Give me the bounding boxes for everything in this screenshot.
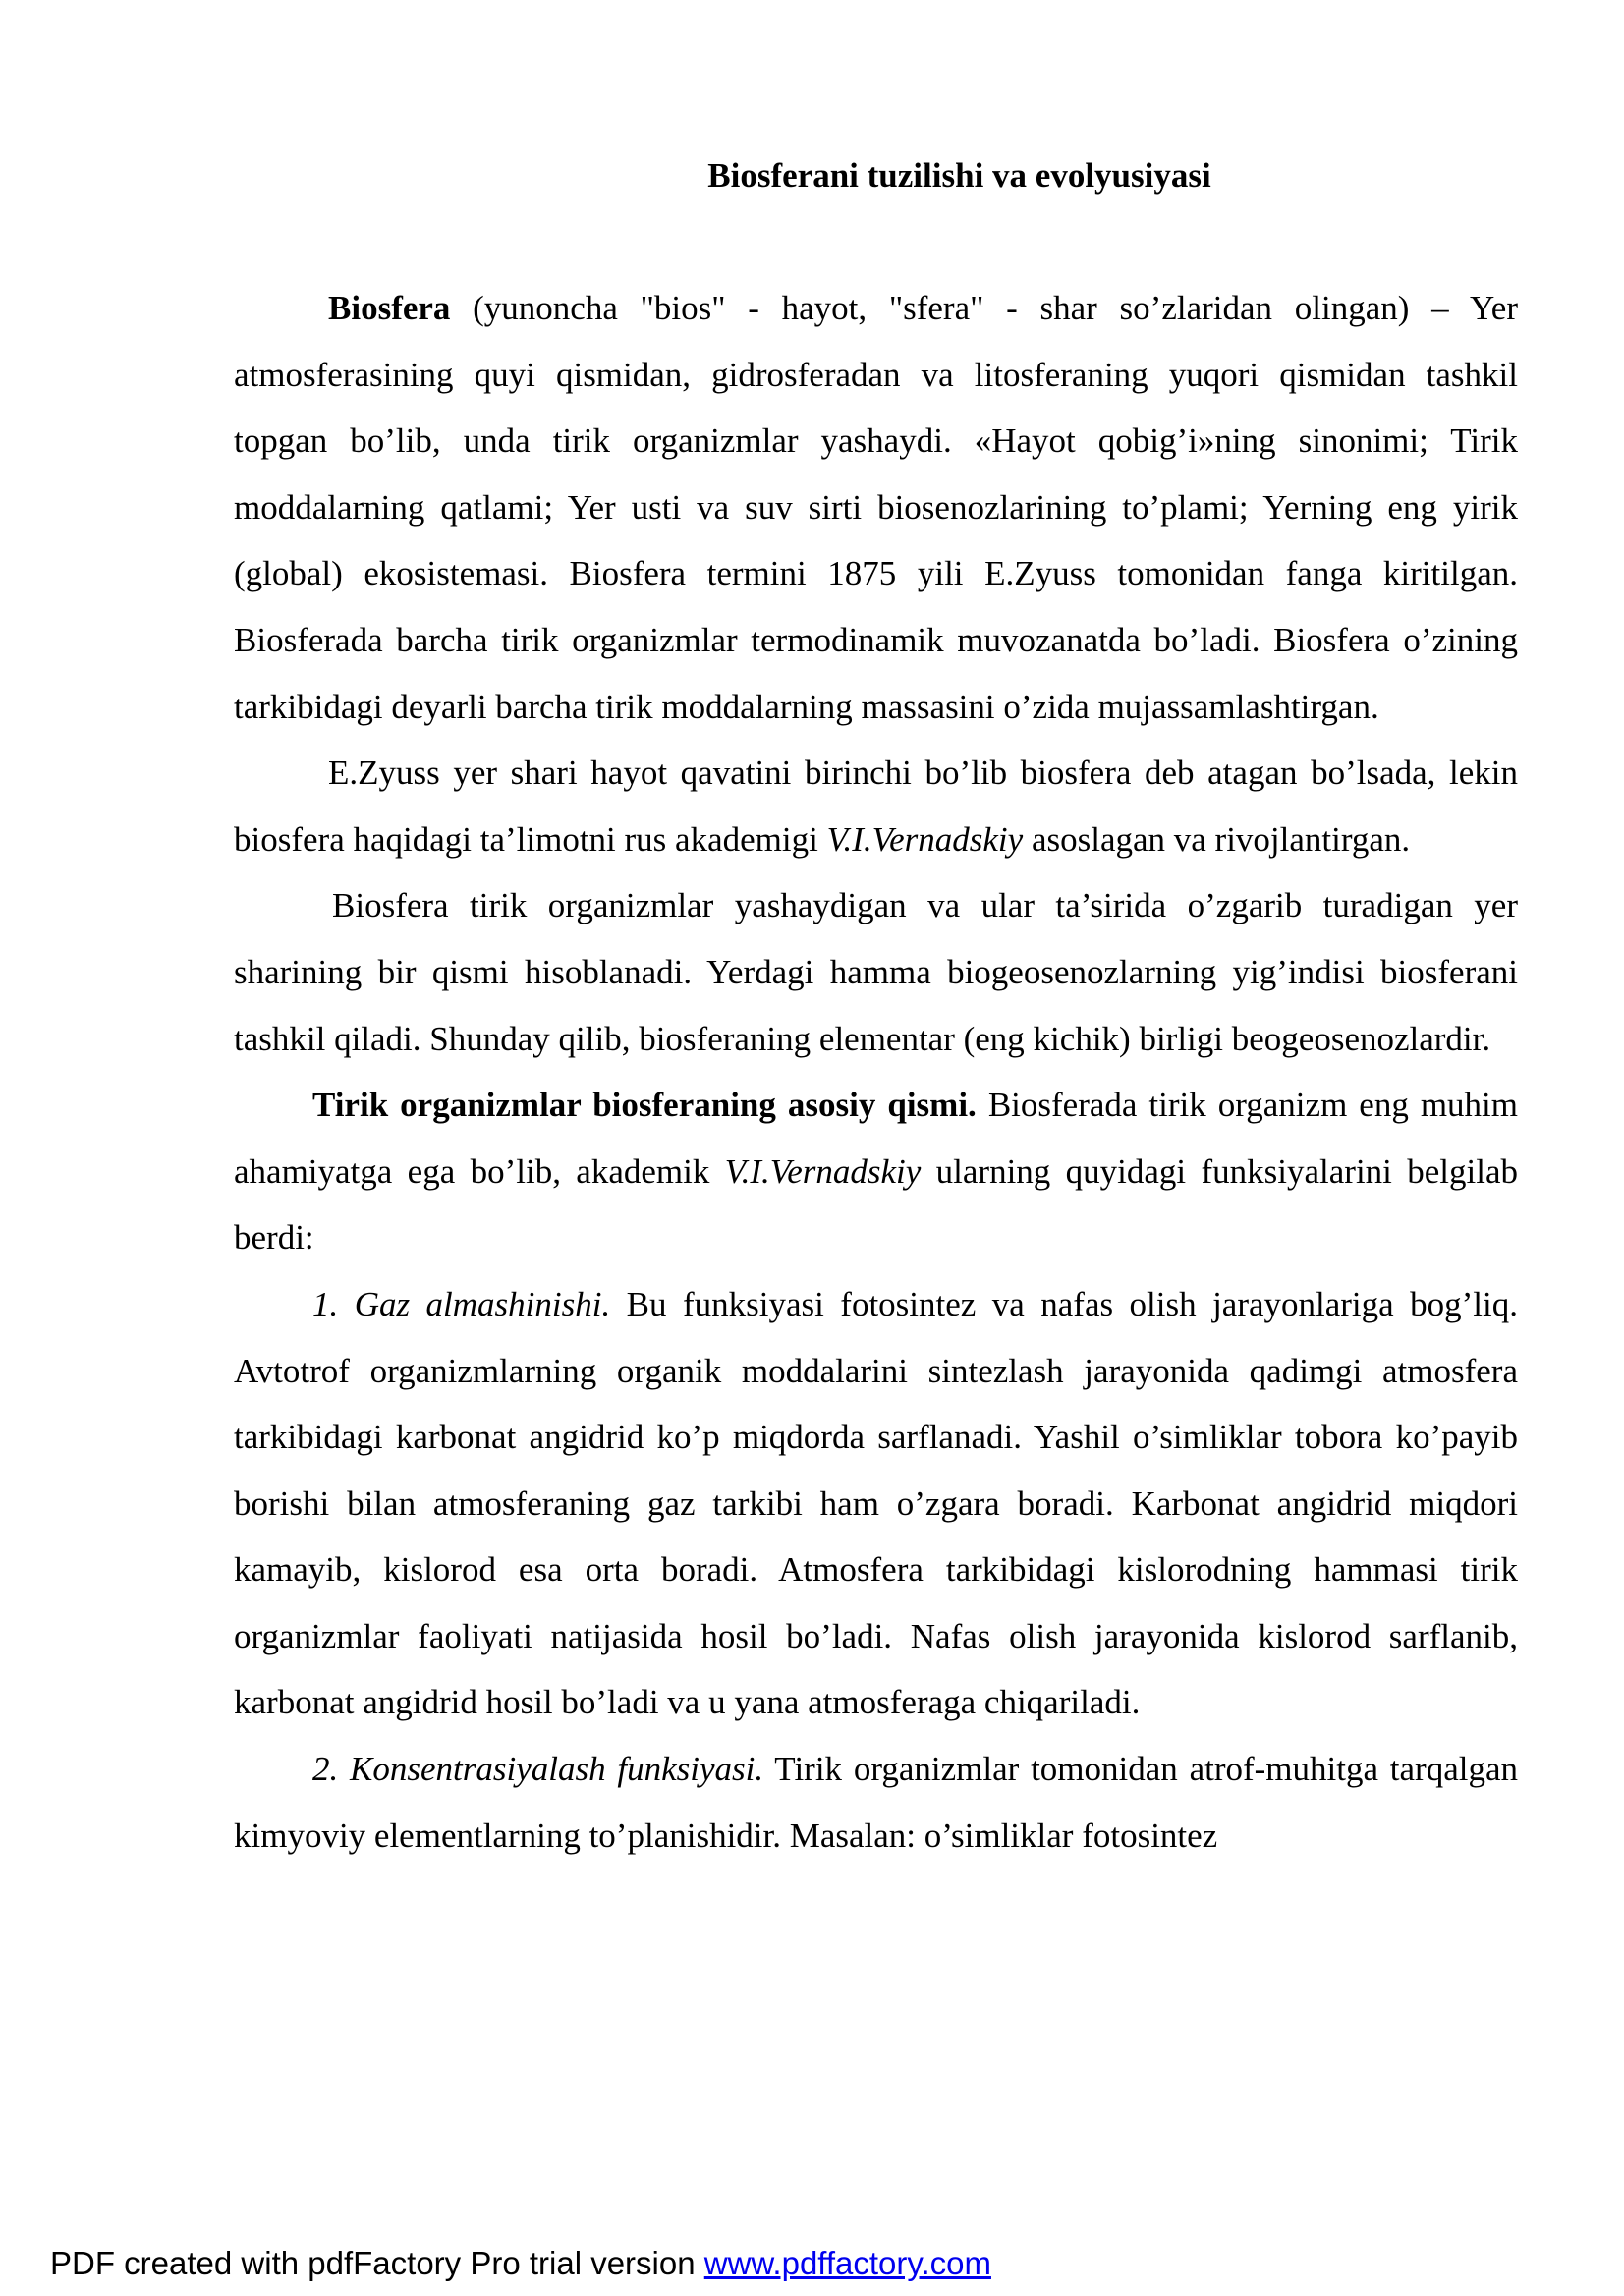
footer-link[interactable]: www.pdffactory.com (703, 2245, 991, 2281)
paragraph-text: asoslagan va rivojlantirgan. (1023, 819, 1411, 859)
function-concentration: 2. Konsentrasiyalash funksiyasi. (312, 1750, 764, 1789)
paragraph-text: Tirik organizmlar tomonidan atrof-muhitga tarqalgan kimyoviy elementlarning to’planishidir. Masalan: o’simliklar fotosintez (234, 1750, 1519, 1855)
paragraph-text: Biosferada tirik organizm eng muhim ahamiyatga ega bo’lib, akademik (234, 1086, 1519, 1191)
term-biosfera: Biosfera (328, 289, 451, 327)
paragraph-text: Bu funksiyasi fotosintez va nafas olish jarayonlariga bog’liq. Avtotrof organizmlarning organik moddalarini sintezlash jarayonida qadimgi atmosfera tarkibidagi karbonat angidrid ko’p miqdorda sarflanadi. Yashil o’simliklar tobora ko’payib borishi bilan atmosferaning gaz tarkibi ham o’zgara boradi. Karbonat angidrid miqdori kamayib, kislorod esa orta boradi. Atmosfera tarkibidagi kislorodning hammasi tirik organizmlar faoliyati natijasida hosil bo’ladi. Nafas olish jarayonida kislorod sarflanib, karbonat angidrid hosil bo’ladi va u yana atmosferaga chiqariladi. (234, 1284, 1518, 1722)
name-vernadskiy: V.I.Vernadskiy (724, 1151, 922, 1191)
name-vernadskiy: V.I.Vernadskiy (826, 819, 1024, 859)
paragraph-biosfera-part (234, 872, 1518, 1072)
heading-living-organisms: Tirik organizmlar biosferaning asosiy qismi. (312, 1086, 977, 1125)
paragraph-concentration (234, 1736, 1518, 1869)
paragraph-biosfera-definition (234, 275, 1518, 740)
paragraph-text: (yunoncha "bios" - hayot, "sfera" - shar so’zlaridan olingan) – Yer atmosferasining quyi qismidan, gidrosferadan va litosferaning yuqori qismidan tashkil topgan bo’lib, unda tirik organizmlar yashaydi. «Hayot qobig’i»ning sinonimi; Tirik moddalarning qatlami; Yer usti va suv sirti biosenozlarining to’plami; Yerning eng yirik (global) ekosistemasi. Biosfera termini 1875 yili E.Zyuss tomonidan fanga kiritilgan. Biosferada barcha tirik organizmlar termodinamik muvozanatda bo’ladi. Biosfera o’zining tarkibidagi deyarli barcha tirik moddalarning massasini o’zida mujassamlashtirgan. (234, 289, 1518, 726)
paragraph-living-organisms (234, 1072, 1518, 1271)
pdf-footer (50, 2242, 991, 2285)
paragraph-gas-exchange (234, 1271, 1518, 1736)
document-body (234, 275, 1518, 1869)
paragraph-zyuss-vernadskiy (234, 740, 1518, 872)
document-title: Biosferani tuzilishi va evolyusiyasi (707, 156, 1211, 195)
paragraph-text: E.Zyuss yer shari hayot qavatini birinchi bo’lib biosfera deb atagan bo’lsada, lekin biosfera haqidagi ta’limotni rus akademigi (234, 754, 1518, 859)
footer-text: PDF created with pdfFactory Pro trial version (50, 2245, 704, 2281)
function-gas-exchange: 1. Gaz almashinishi. (312, 1284, 611, 1323)
paragraph-text: Biosfera tirik organizmlar yashaydigan va ular ta’sirida o’zgarib turadigan yer sharining bir qismi hisoblanadi. Yerdagi hamma biogeosenozlarning yig’indisi biosferani tashkil qiladi. Shunday qilib, biosferaning elementar (eng kichik) birligi beogeosenozlardir. (234, 886, 1518, 1058)
paragraph-text: ularning quyidagi funksiyalarini belgilab berdi: (234, 1151, 1518, 1258)
